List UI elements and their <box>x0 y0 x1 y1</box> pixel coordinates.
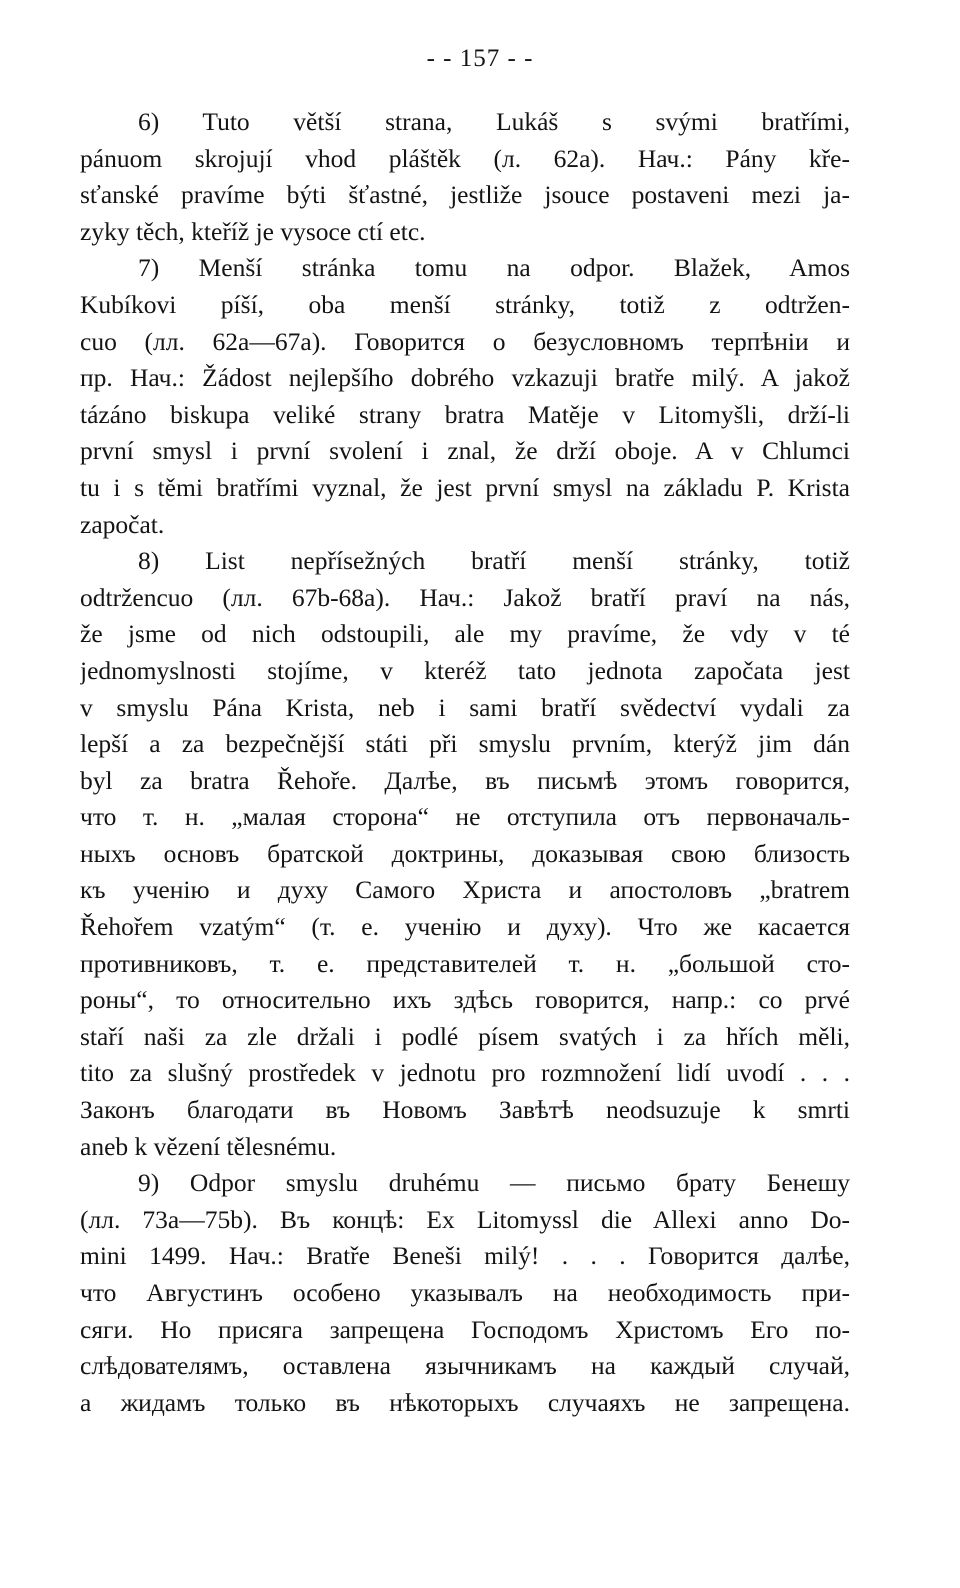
body-text <box>80 104 850 1421</box>
text-line: jednomyslnosti stojíme, v kteréž tato jednota započata jest <box>80 655 850 685</box>
text-line: tito za slušný prostředek v jednotu pro rozmnožení lidí uvodí . . . <box>80 1058 850 1088</box>
text-line: сяги. Но присяга запрещена Господомъ Христомъ Его по- <box>80 1314 850 1344</box>
text-line: staří naši za zle držali i podlé písem svatých i za hřích měli, <box>80 1021 850 1051</box>
text-line: (лл. 73a—75b). Въ концѣ: Ex Litomyssl die Allexi anno Do- <box>80 1204 850 1234</box>
text-line: къ ученію и духу Самого Христа и апостоловъ „bratrem <box>80 875 850 905</box>
text-line: 6) Tuto větší strana, Lukáš s svými bratřími, <box>138 107 850 136</box>
text-line: 8) List nepřísežných bratří menší stránky, totiž <box>138 546 850 576</box>
text-line: cuo (лл. 62a—67a). Говорится о безусловномъ терпѣніи и <box>80 326 850 356</box>
page-number: 157 <box>459 45 501 72</box>
text-line: что т. н. „малая сторона“ не отступила отъ первоначаль- <box>80 802 850 832</box>
text-line: 9) Odpor smyslu druhému — письмо брату Бенешу <box>138 1168 850 1198</box>
text-line: Законъ благодати въ Новомъ Завѣтѣ neodsuzuje k smrti <box>80 1095 850 1125</box>
text-line: lepší a za bezpečnější státi při smyslu prvním, kterýž jim dán <box>80 729 850 759</box>
text-line: aneb k vězení tělesnému. <box>80 1131 337 1161</box>
text-line: tu i s těmi bratřími vyznal, že jest první smysl na základu P. Krista <box>80 472 850 502</box>
text-line: započat. <box>80 509 165 539</box>
text-line: zyky těch, kteříž je vysoce ctí etc. <box>80 216 426 246</box>
text-line: byl za bratra Řehoře. Далѣе, въ письмѣ этомъ говорится, <box>80 765 850 795</box>
text-line: Řehořem vzatým“ (т. е. ученію и духу). Что же касается <box>80 912 850 942</box>
text-line: pánuom skrojují vhod pláštěk (л. 62a). Нач.: Pány kře- <box>80 143 850 173</box>
header-dash-right: - - <box>507 45 534 72</box>
header-dash-left: - - <box>426 45 453 72</box>
text-line: v smyslu Pána Krista, neb i sami bratří svědectví vydali za <box>80 692 850 722</box>
text-line: что Августинъ особено указывалъ на необходимость при- <box>80 1278 850 1307</box>
text-line: слѣдователямъ, оставлена язычникамъ на каждый случай, <box>80 1351 850 1381</box>
text-line: odtržencuo (лл. 67b-68a). Нач.: Jakož bratří praví na nás, <box>80 582 850 612</box>
text-line: 7) Menší stránka tomu na odpor. Blažek, Amos <box>138 253 850 283</box>
text-line: sťanské pravíme býti šťastné, jestliže jsouce postaveni mezi ja- <box>80 180 850 210</box>
text-line: противниковъ, т. е. представителей т. н. „большой сто- <box>80 948 850 978</box>
text-line: роны“, то относительно ихъ здѣсь говорится, напр.: co prvé <box>80 985 850 1015</box>
text-line: mini 1499. Нач.: Bratře Beneši milý! . . . Говорится далѣе, <box>80 1241 850 1271</box>
text-line: první smysl i první svolení i znal, že drží oboje. A v Chlumci <box>80 436 850 466</box>
text-line: пр. Нач.: Žádost nejlepšího dobrého vzkazuji bratře milý. A jakož <box>80 363 850 393</box>
text-line: ныхъ основъ братской доктрины, доказывая свою близость <box>80 838 850 868</box>
text-line: tázáno biskupa veliké strany bratra Matěje v Litomyšli, drží-li <box>80 399 850 429</box>
text-line: Kubíkovi píší, oba menší stránky, totiž z odtržen- <box>80 289 850 319</box>
page-header <box>0 44 960 74</box>
text-line: že jsme od nich odstoupili, ale my pravíme, že vdy v té <box>80 619 850 649</box>
text-line: а жидамъ только въ нѣкоторыхъ случаяхъ не запрещена. <box>80 1387 850 1417</box>
